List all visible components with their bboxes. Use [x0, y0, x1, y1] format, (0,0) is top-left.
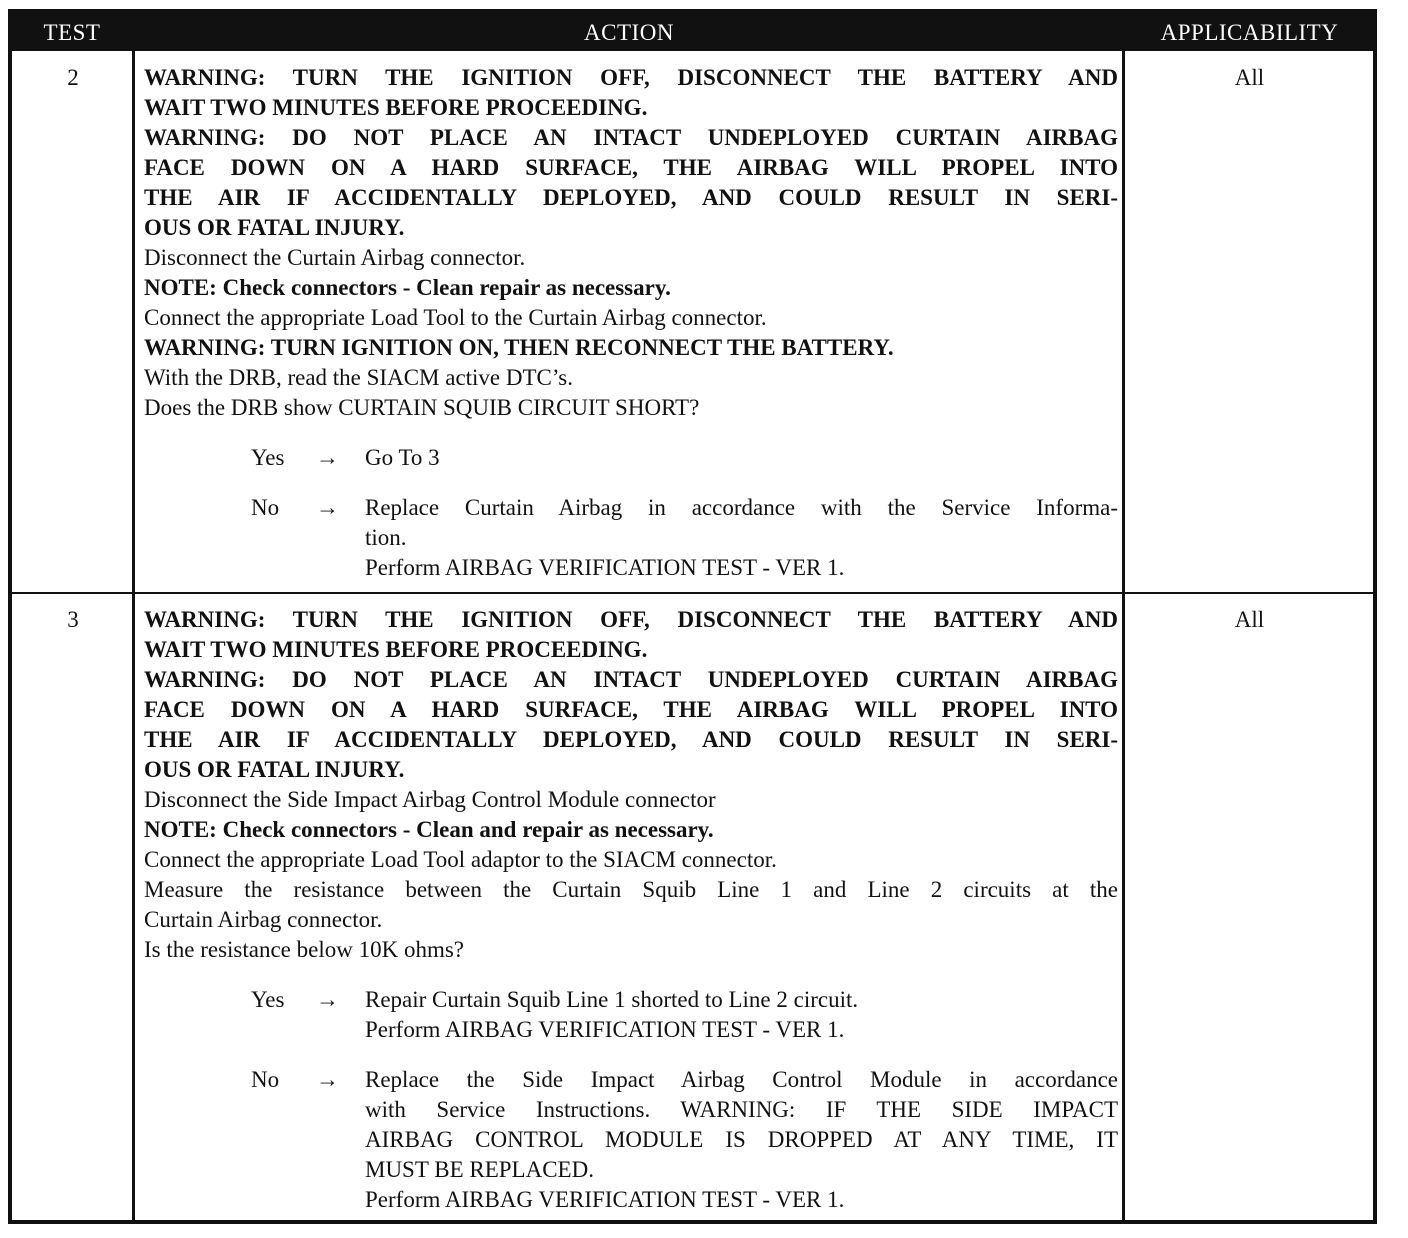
test-number: 3: [67, 607, 79, 632]
row-divider: [12, 592, 1373, 594]
header-action: ACTION: [584, 20, 674, 45]
arrow-right-icon: →: [316, 445, 339, 470]
warning-line: WARNING: TURN THE IGNITION OFF, DISCONNECT THE BATTERY AND: [144, 65, 1118, 90]
note-line: NOTE: Check connectors - Clean and repair as necessary.: [144, 817, 714, 842]
yes-label: Yes: [251, 445, 285, 470]
instruction-line: Measure the resistance between the Curtain Squib Line 1 and Line 2 circuits at the: [144, 877, 1118, 902]
answer-line: tion.: [365, 525, 407, 550]
warning-line: FACE DOWN ON A HARD SURFACE, THE AIRBAG WILL PROPEL INTO: [144, 697, 1118, 722]
answer-line: MUST BE REPLACED.: [365, 1157, 594, 1182]
no-label: No: [251, 495, 280, 520]
diagnostic-test-table: [8, 9, 1377, 1224]
header-applicability: APPLICABILITY: [1160, 20, 1339, 45]
warning-line: WAIT TWO MINUTES BEFORE PROCEEDING.: [144, 637, 648, 662]
answer-line: Go To 3: [365, 445, 440, 470]
no-answer: [144, 493, 1118, 583]
answer-line: Repair Curtain Squib Line 1 shorted to Line 2 circuit.: [365, 987, 859, 1012]
instruction-line: Disconnect the Side Impact Airbag Control Module connector: [144, 787, 716, 812]
instruction-line: Curtain Airbag connector.: [144, 907, 383, 932]
applicability-value: All: [1234, 607, 1265, 632]
instruction-line: Connect the appropriate Load Tool adaptor to the SIACM connector.: [144, 847, 777, 872]
yes-answer: [144, 985, 1118, 1045]
warning-line: WARNING: TURN THE IGNITION OFF, DISCONNECT THE BATTERY AND: [144, 607, 1118, 632]
arrow-right-icon: →: [316, 495, 339, 520]
question-line: Is the resistance below 10K ohms?: [144, 937, 465, 962]
arrow-right-icon: →: [316, 987, 339, 1012]
note-line: NOTE: Check connectors - Clean repair as necessary.: [144, 275, 671, 300]
warning-line: WARNING: TURN IGNITION ON, THEN RECONNECT THE BATTERY.: [144, 335, 894, 360]
warning-line: WAIT TWO MINUTES BEFORE PROCEEDING.: [144, 95, 648, 120]
header-test: TEST: [43, 20, 101, 45]
answer-line: Perform AIRBAG VERIFICATION TEST - VER 1.: [365, 1187, 845, 1212]
warning-line: THE AIR IF ACCIDENTALLY DEPLOYED, AND COULD RESULT IN SERI-: [144, 727, 1118, 752]
answer-line: Replace Curtain Airbag in accordance with the Service Informa-: [365, 495, 1118, 520]
column-divider: [132, 51, 135, 1220]
instruction-line: With the DRB, read the SIACM active DTC’s.: [144, 365, 573, 390]
arrow-right-icon: →: [316, 1067, 339, 1092]
warning-line: OUS OR FATAL INJURY.: [144, 215, 405, 240]
answer-line: Replace the Side Impact Airbag Control Module in accordance: [365, 1067, 1118, 1092]
warning-line: FACE DOWN ON A HARD SURFACE, THE AIRBAG WILL PROPEL INTO: [144, 155, 1118, 180]
test-number: 2: [67, 65, 79, 90]
yes-answer: [144, 443, 1118, 473]
table-header: [12, 13, 1373, 51]
answer-line: Perform AIRBAG VERIFICATION TEST - VER 1.: [365, 1017, 845, 1042]
answer-line: Perform AIRBAG VERIFICATION TEST - VER 1.: [365, 555, 845, 580]
warning-line: WARNING: DO NOT PLACE AN INTACT UNDEPLOYED CURTAIN AIRBAG: [144, 667, 1118, 692]
action-cell: [144, 605, 1118, 1215]
question-line: Does the DRB show CURTAIN SQUIB CIRCUIT SHORT?: [144, 395, 700, 420]
warning-line: WARNING: DO NOT PLACE AN INTACT UNDEPLOYED CURTAIN AIRBAG: [144, 125, 1118, 150]
no-label: No: [251, 1067, 280, 1092]
warning-line: THE AIR IF ACCIDENTALLY DEPLOYED, AND COULD RESULT IN SERI-: [144, 185, 1118, 210]
applicability-value: All: [1234, 65, 1265, 90]
yes-label: Yes: [251, 987, 285, 1012]
answer-line: with Service Instructions. WARNING: IF THE SIDE IMPACT: [365, 1097, 1118, 1122]
instruction-line: Disconnect the Curtain Airbag connector.: [144, 245, 526, 270]
column-divider: [1122, 51, 1125, 1220]
answer-line: AIRBAG CONTROL MODULE IS DROPPED AT ANY TIME, IT: [365, 1127, 1118, 1152]
no-answer: [144, 1065, 1118, 1215]
action-cell: [144, 63, 1118, 583]
warning-line: OUS OR FATAL INJURY.: [144, 757, 405, 782]
instruction-line: Connect the appropriate Load Tool to the Curtain Airbag connector.: [144, 305, 767, 330]
